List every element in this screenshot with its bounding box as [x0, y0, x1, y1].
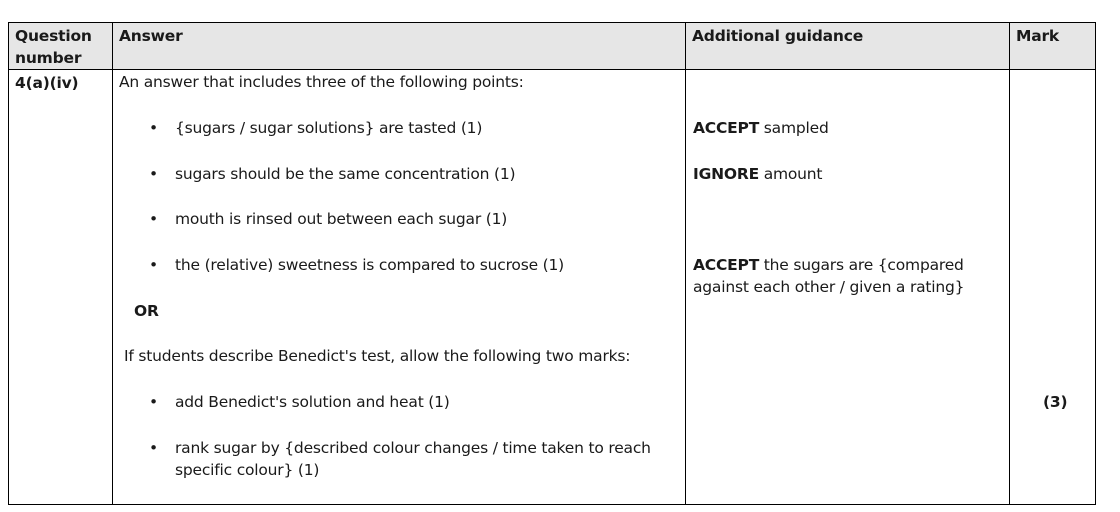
guidance-line — [693, 254, 964, 276]
mark-cell — [1010, 70, 1096, 505]
header-answer: Answer — [113, 23, 686, 70]
alt-point-continuation: specific colour} (1) — [175, 461, 320, 479]
question-number: 4(a)(iv) — [15, 74, 79, 92]
question-number-cell — [9, 70, 113, 505]
guidance-line — [693, 163, 822, 185]
guidance-keyword: IGNORE — [693, 165, 759, 183]
answer-intro: An answer that includes three of the following points: — [119, 73, 524, 91]
answer-cell — [113, 70, 686, 505]
guidance-line — [693, 276, 964, 298]
guidance-text: the sugars are {compared — [759, 256, 964, 274]
guidance-keyword: ACCEPT — [693, 119, 760, 137]
guidance-keyword: ACCEPT — [693, 256, 760, 274]
alt-point: • rank sugar by {described colour changes / time taken to reach — [175, 437, 651, 459]
guidance-cell — [686, 70, 1010, 505]
header-question-number: Question number — [9, 23, 113, 70]
answer-point: • the (relative) sweetness is compared to sucrose (1) — [175, 254, 564, 276]
header-mark: Mark — [1010, 23, 1096, 70]
mark-scheme-table — [8, 22, 1096, 505]
answer-point: • sugars should be the same concentration (1) — [175, 163, 515, 185]
table-row — [9, 70, 1096, 505]
guidance-line — [693, 117, 829, 139]
header-row — [9, 23, 1096, 70]
guidance-text: sampled — [759, 119, 829, 137]
guidance-text: amount — [758, 165, 823, 183]
header-additional-guidance: Additional guidance — [686, 23, 1010, 70]
answer-point: • {sugars / sugar solutions} are tasted (1) — [175, 117, 482, 139]
alt-point: • add Benedict's solution and heat (1) — [175, 391, 450, 413]
or-label: OR — [134, 302, 159, 320]
answer-point: • mouth is rinsed out between each sugar (1) — [175, 208, 507, 230]
alt-intro: If students describe Benedict's test, allow the following two marks: — [124, 347, 631, 365]
mark-value: (3) — [1043, 393, 1068, 411]
guidance-text: against each other / given a rating} — [693, 278, 965, 296]
